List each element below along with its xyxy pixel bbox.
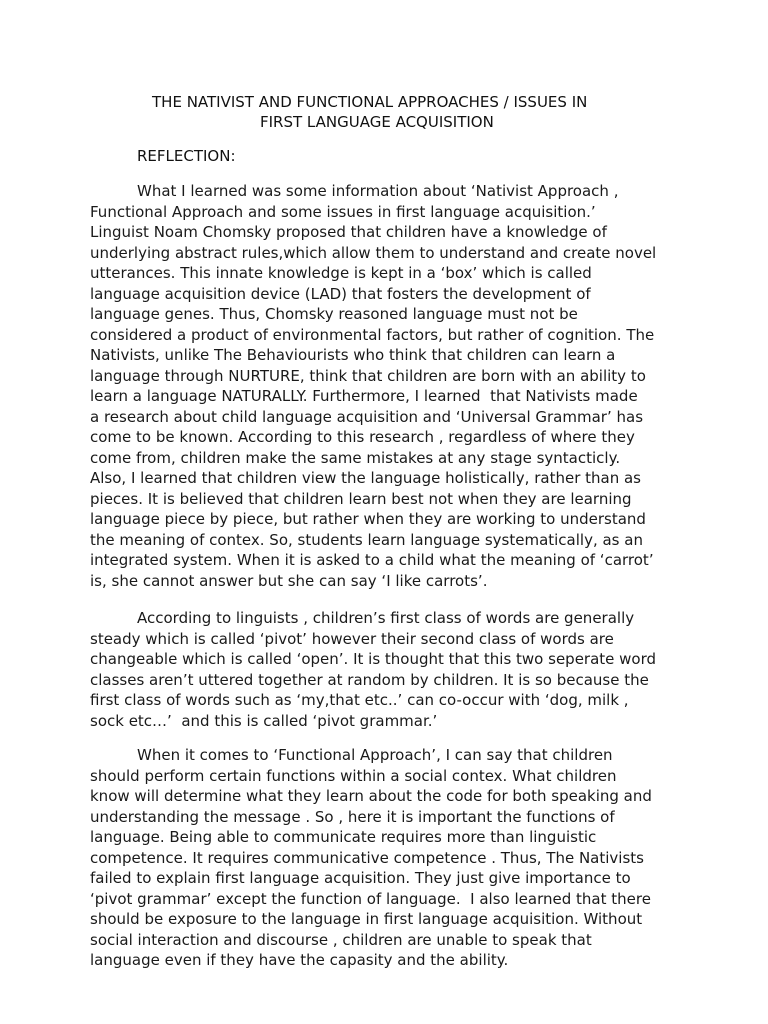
text-line: When it comes to ‘Functional Approach’, I can say that children: [137, 746, 613, 764]
title-line-1: THE NATIVIST AND FUNCTIONAL APPROACHES / ISSUES IN: [152, 93, 588, 111]
section-heading: REFLECTION:: [137, 147, 236, 165]
text-line: understanding the message . So , here it is important the functions of: [90, 807, 615, 826]
text-line: is, she cannot answer but she can say ‘I like carrots’.: [90, 571, 488, 590]
paragraph-3: [90, 745, 690, 971]
text-line: first class of words such as ‘my,that etc..’ can co-occur with ‘dog, milk ,: [90, 691, 629, 709]
text-line: According to linguists , children’s first class of words are generally: [137, 609, 635, 627]
text-line: language piece by piece, but rather when they are working to understand: [90, 510, 646, 528]
text-line: should perform certain functions within a social contex. What children: [90, 766, 617, 785]
text-line: language through NURTURE, think that children are born with an ability to: [90, 366, 646, 385]
text-line: learn a language NATURALLY. Furthermore, I learned that Nativists made: [90, 387, 638, 405]
text-line: come to be known. According to this research , regardless of where they: [90, 428, 635, 446]
text-line: changeable which is called ‘open’. It is thought that this two seperate word: [90, 650, 657, 668]
text-line: competence. It requires communicative competence . Thus, The Nativists: [90, 848, 644, 867]
text-line: pieces. It is believed that children learn best not when they are learning: [90, 489, 632, 508]
text-line: utterances. This innate knowledge is kept in a ‘box’ which is called: [90, 264, 592, 282]
paragraph-2: [90, 608, 690, 731]
text-line: steady which is called ‘pivot’ however their second class of words are: [90, 629, 614, 648]
text-line: Also, I learned that children view the language holistically, rather than as: [90, 469, 641, 487]
text-line: come from, children make the same mistakes at any stage syntacticly.: [90, 448, 621, 467]
text-line: language acquisition device (LAD) that fosters the development of: [90, 284, 591, 303]
text-line: language genes. Thus, Chomsky reasoned language must not be: [90, 305, 578, 323]
text-line: ‘pivot grammar’ except the function of language. I also learned that there: [90, 889, 651, 908]
paragraph-1: [90, 181, 690, 591]
text-line: language. Being able to communicate requires more than linguistic: [90, 828, 597, 846]
text-line: language even if they have the capasity and the ability.: [90, 951, 509, 969]
text-line: considered a product of environmental factors, but rather of cognition. The: [90, 325, 655, 344]
title-line-2: FIRST LANGUAGE ACQUISITION: [260, 113, 494, 131]
text-line: What I learned was some information about ‘Nativist Approach ,: [137, 182, 619, 200]
text-line: social interaction and discourse , children are unable to speak that: [90, 930, 592, 949]
text-line: Functional Approach and some issues in first language acquisition.’: [90, 202, 596, 221]
text-line: Nativists, unlike The Behaviourists who think that children can learn a: [90, 346, 616, 364]
text-line: integrated system. When it is asked to a child what the meaning of ‘carrot’: [90, 551, 654, 569]
document-title: [90, 92, 730, 132]
text-line: underlying abstract rules,which allow them to understand and create novel: [90, 243, 657, 262]
text-line: classes aren’t uttered together at random by children. It is so because the: [90, 670, 649, 689]
text-line: sock etc…’ and this is called ‘pivot grammar.’: [90, 711, 438, 730]
text-line: the meaning of contex. So, students learn language systematically, as an: [90, 530, 643, 549]
text-line: Linguist Noam Chomsky proposed that children have a knowledge of: [90, 223, 607, 241]
text-line: know will determine what they learn about the code for both speaking and: [90, 787, 652, 805]
text-line: should be exposure to the language in first language acquisition. Without: [90, 910, 643, 928]
text-line: a research about child language acquisition and ‘Universal Grammar’ has: [90, 407, 644, 426]
text-line: failed to explain first language acquisition. They just give importance to: [90, 869, 631, 887]
